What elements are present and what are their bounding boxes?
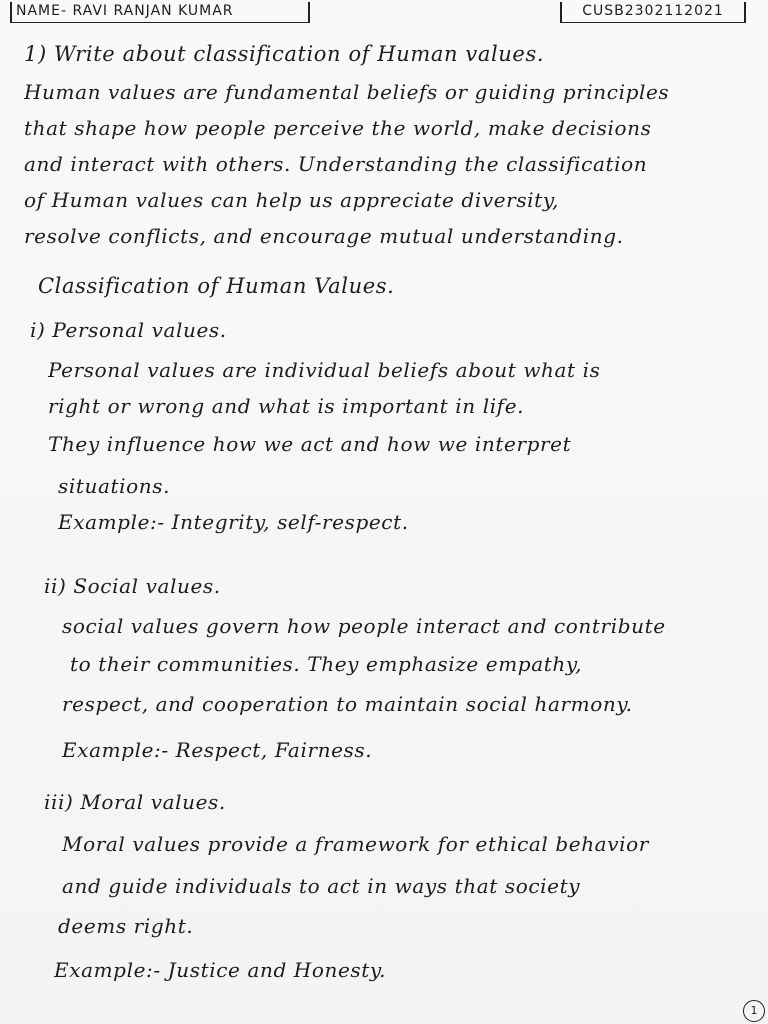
body-line: Personal values are individual beliefs about what is [48,358,601,382]
page-number: 1 [743,1000,765,1022]
body-line: right or wrong and what is important in life. [48,394,525,418]
subheading-social: ii) Social values. [44,574,221,598]
example-line: Example:- Respect, Fairness. [62,738,373,762]
subheading-personal: i) Personal values. [30,318,227,342]
example-line: Example:- Integrity, self-respect. [58,510,409,534]
intro-line: and interact with others. Understanding the classification [24,152,648,176]
body-line: deems right. [58,914,194,938]
body-line: respect, and cooperation to maintain social harmony. [62,692,633,716]
subheading-moral: iii) Moral values. [44,790,226,814]
body-line: They influence how we act and how we interpret [48,432,572,456]
section-heading: Classification of Human Values. [38,274,395,298]
body-line: social values govern how people interact and contribute [62,614,666,638]
question-title: 1) Write about classification of Human values. [24,42,545,66]
example-line: Example:- Justice and Honesty. [54,958,387,982]
intro-line: Human values are fundamental beliefs or guiding principles [24,80,670,104]
roll-number: CUSB2302112021 [560,2,746,23]
body-line: situations. [58,474,171,498]
intro-line: that shape how people perceive the world, make decisions [24,116,652,140]
intro-line: of Human values can help us appreciate diversity, [24,188,560,212]
intro-line: resolve conflicts, and encourage mutual understanding. [24,224,624,248]
body-line: Moral values provide a framework for ethical behavior [62,832,649,856]
body-line: and guide individuals to act in ways that society [62,874,581,898]
student-name: NAME- RAVI RANJAN KUMAR [10,2,310,23]
body-line: to their communities. They emphasize empathy, [70,652,583,676]
